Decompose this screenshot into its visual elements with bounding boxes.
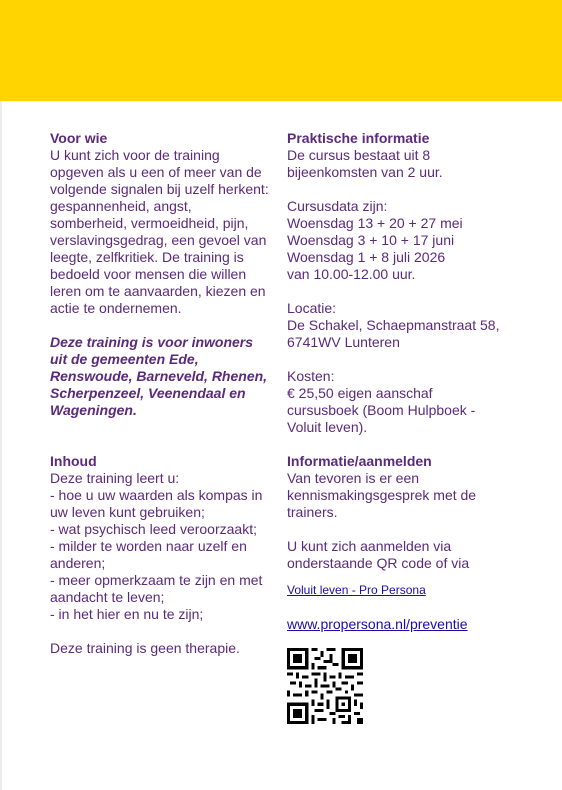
voor-wie-line: leren om te aanvaarden, kiezen en xyxy=(50,283,266,299)
praktisch-heading: Praktische informatie xyxy=(287,130,430,146)
left-column xyxy=(50,130,282,657)
course-time-line: van 10.00-12.00 uur. xyxy=(287,266,416,282)
voor-wie-line: volgende signalen bij uzelf herkent: xyxy=(50,181,269,197)
right-column xyxy=(287,130,549,724)
course-date-line: Woensdag 13 + 20 + 27 mei xyxy=(287,215,463,231)
region-emphasis-line: Wageningen. xyxy=(50,402,137,418)
costs-line: cursusboek (Boom Hulpboek - xyxy=(287,402,476,418)
voor-wie-line: U kunt zich voor de training xyxy=(50,147,220,163)
course-intro-line: bijeenkomsten van 2 uur. xyxy=(287,164,443,180)
inhoud-line: Deze training leert u: xyxy=(50,470,180,486)
course-intro-line: De cursus bestaat uit 8 xyxy=(287,147,431,163)
location-line: 6741WV Lunteren xyxy=(287,334,400,350)
inhoud-line: aandacht te leven; xyxy=(50,589,165,605)
voluit-leven-link[interactable]: Voluit leven - Pro Persona xyxy=(287,583,426,597)
inhoud-line: - milder te worden naar uzelf en xyxy=(50,538,247,554)
header-banner xyxy=(0,0,562,101)
voor-wie-heading: Voor wie xyxy=(50,130,108,146)
no-therapy-note: Deze training is geen therapie. xyxy=(50,640,240,656)
intake-line: Van tevoren is er een xyxy=(287,470,420,486)
region-emphasis-line: Renswoude, Barneveld, Rhenen, xyxy=(50,368,268,384)
voor-wie-line: gespannenheid, angst, xyxy=(50,198,192,214)
region-emphasis-line: Deze training is voor inwoners xyxy=(50,334,254,350)
region-emphasis-line: uit de gemeenten Ede, xyxy=(50,351,199,367)
course-date-line: Woensdag 1 + 8 juli 2026 xyxy=(287,249,446,265)
aanmelden-heading: Informatie/aanmelden xyxy=(287,453,432,469)
costs-label: Kosten: xyxy=(287,368,335,384)
dates-label: Cursusdata zijn: xyxy=(287,198,388,214)
qr-code-icon xyxy=(287,648,363,724)
register-line: onderstaande QR code of via xyxy=(287,555,470,571)
location-line: De Schakel, Schaepmanstraat 58, xyxy=(287,317,500,333)
intake-line: trainers. xyxy=(287,504,338,520)
region-emphasis-line: Scherpenzeel, Veenendaal en xyxy=(50,385,246,401)
propersona-preventie-link[interactable]: www.propersona.nl/preventie xyxy=(287,616,468,632)
page-edge-shadow xyxy=(0,101,2,790)
voor-wie-line: actie te ondernemen. xyxy=(50,300,182,316)
location-label: Locatie: xyxy=(287,300,337,316)
voor-wie-line: bedoeld voor mensen die willen xyxy=(50,266,247,282)
inhoud-line: uw leven kunt gebruiken; xyxy=(50,504,205,520)
costs-line: Voluit leven). xyxy=(287,419,368,435)
voor-wie-line: somberheid, vermoeidheid, pijn, xyxy=(50,215,249,231)
voor-wie-line: opgeven als u een of meer van de xyxy=(50,164,262,180)
inhoud-line: - wat psychisch leed veroorzaakt; xyxy=(50,521,257,537)
inhoud-line: anderen; xyxy=(50,555,106,571)
voor-wie-line: verslavingsgedrag, een gevoel van xyxy=(50,232,267,248)
course-date-line: Woensdag 3 + 10 + 17 juni xyxy=(287,232,455,248)
inhoud-line: - in het hier en nu te zijn; xyxy=(50,606,204,622)
voor-wie-line: leegte, zelfkritiek. De training is xyxy=(50,249,244,265)
register-line: U kunt zich aanmelden via xyxy=(287,538,452,554)
intake-line: kennismakingsgesprek met de xyxy=(287,487,477,503)
inhoud-heading: Inhoud xyxy=(50,453,97,469)
inhoud-line: - meer opmerkzaam te zijn en met xyxy=(50,572,263,588)
inhoud-line: - hoe u uw waarden als kompas in xyxy=(50,487,263,503)
costs-line: € 25,50 eigen aanschaf xyxy=(287,385,433,401)
